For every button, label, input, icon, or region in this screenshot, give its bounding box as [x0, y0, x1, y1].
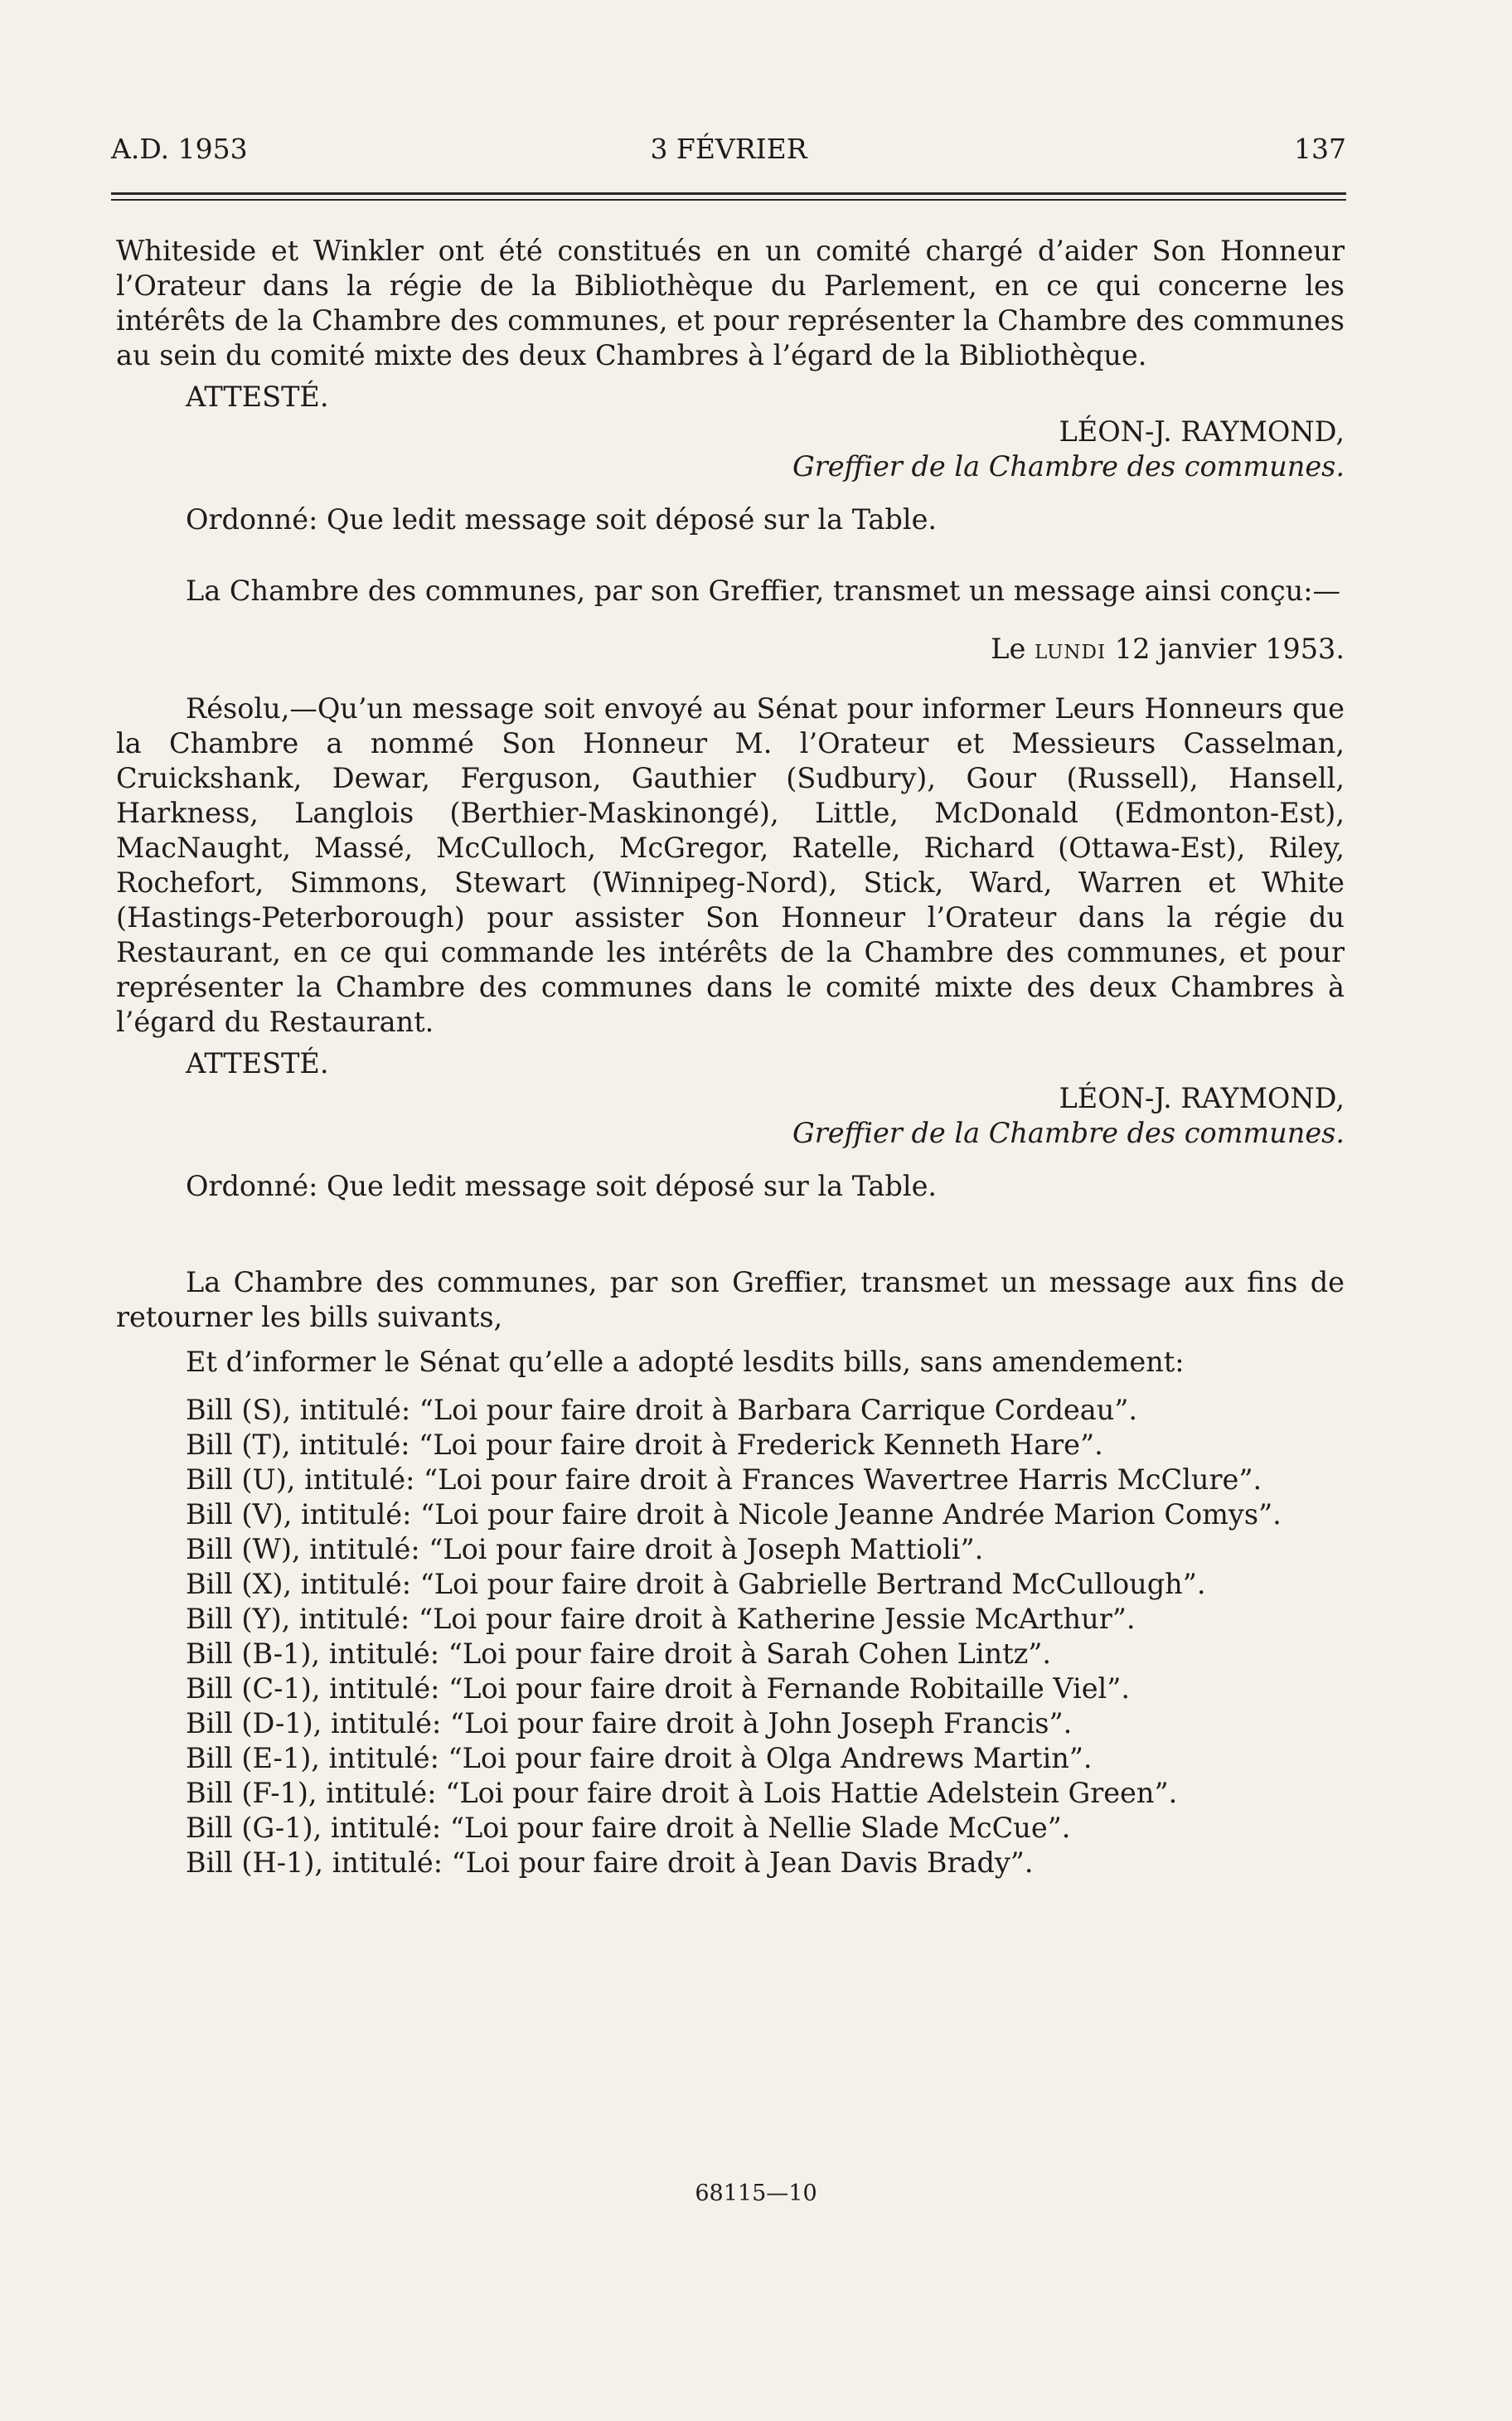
section3-intro: La Chambre des communes, par son Greffier, transmet un message aux fins de retourner les bills suivants, [116, 1266, 1345, 1333]
header-year: A.D. 1953 [111, 133, 248, 165]
section2-dateline [116, 632, 1345, 667]
section2-attest: ATTESTÉ. [186, 1047, 329, 1080]
bill-item: Bill (H-1), intitulé: “Loi pour faire droit à Jean Davis Brady”. [186, 1846, 1034, 1879]
bill-item: Bill (E-1), intitulé: “Loi pour faire droit à Olga Andrews Martin”. [186, 1742, 1093, 1774]
page-body [116, 234, 1345, 1880]
section1-paragraph: Whiteside et Winkler ont été constitués en un comité chargé d’aider Son Honneur l’Orateur dans la régie de la Bibliothèque du Parlement, en ce qui concerne les intérêts de la Chambre des communes, et pour représenter la Chambre des communes au sein du comité mixte des deux Chambres à l’égard de la Bibliothèque. [116, 235, 1345, 371]
section2-resolution: Résolu,—Qu’un message soit envoyé au Sénat pour informer Leurs Honneurs que la Chambre a nommé Son Honneur M. l’Orateur et Messieurs Casselman, Cruickshank, Dewar, Ferguson, Gauthier (Sudbury), Gour (Russell), Hansell, Harkness, Langlois (Berthier-Maskinongé), Little, McDonald (Edmonton-Est), MacNaught, Massé, McCulloch, McGregor, Ratelle, Richard (Ottawa-Est), Riley, Rochefort, Simmons, Stewart (Winnipeg-Nord), Stick, Ward, Warren et White (Hastings-Peterborough) pour assister Son Honneur l’Orateur dans la régie du Restaurant, en ce qui commande les intérêts de la Chambre des communes, et pour représenter la Chambre des communes dans le comité mixte des deux Chambres à l’égard du Restaurant. [116, 692, 1345, 1038]
section2-intro: La Chambre des communes, par son Greffier, transmet un message ainsi conçu:— [186, 575, 1341, 607]
date-rest: 12 janvier 1953. [1114, 633, 1345, 665]
page-footer-code: 68115—10 [695, 2181, 817, 2206]
bill-list [116, 1393, 1345, 1880]
date-prefix: Le [991, 633, 1026, 665]
bill-item: Bill (B-1), intitulé: “Loi pour faire droit à Sarah Cohen Lintz”. [186, 1637, 1052, 1670]
bill-item: Bill (W), intitulé: “Loi pour faire droit à Joseph Mattioli”. [186, 1533, 984, 1565]
bill-item: Bill (D-1), intitulé: “Loi pour faire droit à John Joseph Francis”. [186, 1707, 1073, 1739]
section1-ordered: Ordonné: Que ledit message soit déposé sur la Table. [186, 503, 938, 536]
section2-ordered: Ordonné: Que ledit message soit déposé sur la Table. [186, 1170, 938, 1202]
date-day: lundi [1035, 633, 1107, 665]
section1-signatory-title: Greffier de la Chambre des communes. [792, 450, 1345, 483]
bill-item: Bill (Y), intitulé: “Loi pour faire droit à Katherine Jessie McArthur”. [186, 1603, 1136, 1635]
section1-signatory: LÉON-J. RAYMOND, [1059, 415, 1345, 448]
header-rule-bottom [111, 199, 1346, 201]
bill-item: Bill (F-1), intitulé: “Loi pour faire droit à Lois Hattie Adelstein Green”. [186, 1777, 1178, 1809]
page-header [111, 133, 1346, 176]
bill-item: Bill (U), intitulé: “Loi pour faire droit à Frances Wavertree Harris McClure”. [186, 1463, 1262, 1496]
section2-signatory-title: Greffier de la Chambre des communes. [792, 1117, 1345, 1149]
header-date: 3 FÉVRIER [650, 133, 807, 165]
bill-item: Bill (S), intitulé: “Loi pour faire droit à Barbara Carrique Cordeau”. [186, 1394, 1138, 1426]
bill-item: Bill (T), intitulé: “Loi pour faire droit à Frederick Kenneth Hare”. [186, 1429, 1103, 1461]
header-rule-top [111, 192, 1346, 195]
section2-signatory: LÉON-J. RAYMOND, [1059, 1082, 1345, 1114]
bill-item: Bill (V), intitulé: “Loi pour faire droit à Nicole Jeanne Andrée Marion Comys”. [186, 1498, 1282, 1531]
section1-attest: ATTESTÉ. [186, 381, 329, 413]
bill-item: Bill (X), intitulé: “Loi pour faire droit à Gabrielle Bertrand McCullough”. [186, 1568, 1206, 1600]
page-number: 137 [1294, 133, 1346, 165]
section3-inform: Et d’informer le Sénat qu’elle a adopté lesdits bills, sans amendement: [186, 1346, 1185, 1378]
bill-item: Bill (C-1), intitulé: “Loi pour faire droit à Fernande Robitaille Viel”. [186, 1672, 1131, 1705]
bill-item: Bill (G-1), intitulé: “Loi pour faire droit à Nellie Slade McCue”. [186, 1812, 1071, 1844]
